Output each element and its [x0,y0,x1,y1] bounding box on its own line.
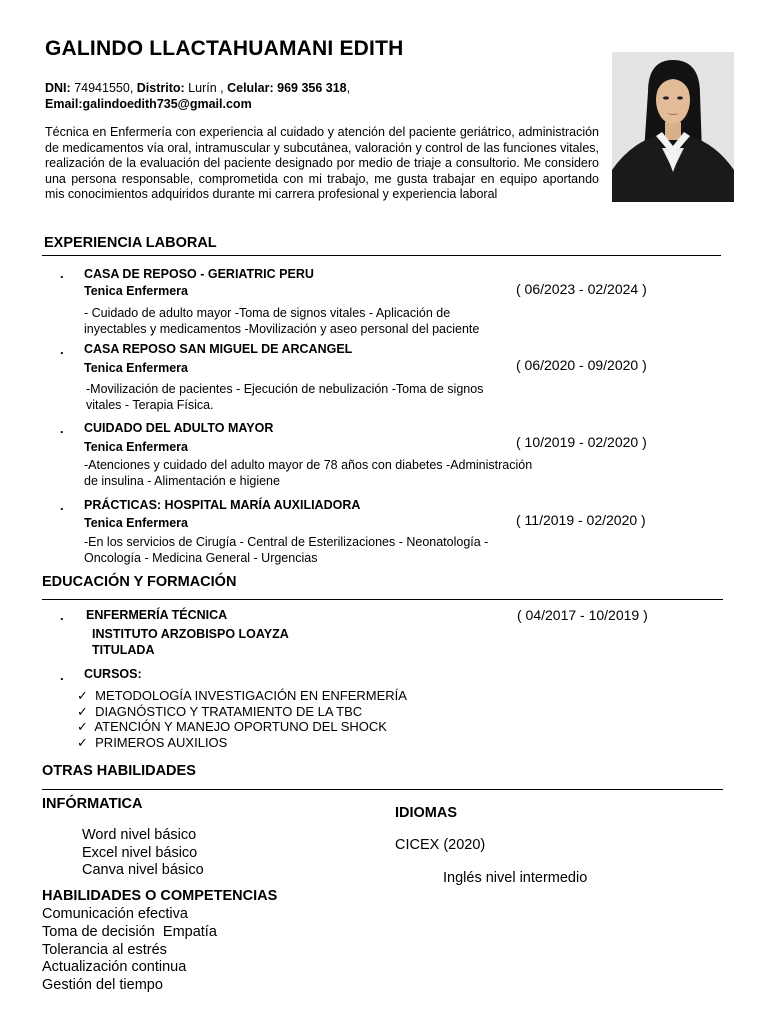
bullet-dot-icon: . [60,668,64,683]
bullet-dot-icon: . [60,608,64,623]
bullet-dot-icon: . [60,266,64,281]
competencias-title: HABILIDADES O COMPETENCIAS [42,888,278,904]
informatica-list [82,827,204,880]
idiomas-title: IDIOMAS [395,805,458,821]
experience-org: CASA REPOSO SAN MIGUEL DE ARCANGEL [84,342,353,356]
email-value: galindoedith735@gmail.com [82,97,252,111]
experience-desc [84,305,479,337]
competencia-item: Actualización continua [42,959,187,976]
experience-desc-line: -Atenciones y cuidado del adulto mayor de 78 años con diabetes -Administración [84,458,533,472]
check-mark-icon: ✓ [77,703,88,719]
experience-org: CASA DE REPOSO - GERIATRIC PERU [84,267,314,281]
experience-desc-line: -Movilización de pacientes - Ejecución de nebulización -Toma de signos [86,382,484,396]
courses-list [77,688,407,750]
experience-role: Tenica Enfermera [84,361,188,375]
course-item [77,688,407,704]
education-divider [42,599,723,600]
experience-desc [86,381,483,413]
courses-label: CURSOS: [84,667,142,681]
competencia-item: Gestión del tiempo [42,977,163,994]
experience-desc-line: -En los servicios de Cirugía - Central de Esterilizaciones - Neonatología - [84,535,489,549]
course-label: PRIMEROS AUXILIOS [95,734,228,750]
experience-desc-line: - Cuidado de adulto mayor -Toma de signos vitales - Aplicación de [84,306,451,320]
experience-role: Tenica Enfermera [84,516,188,530]
experience-date: ( 10/2019 - 02/2020 ) [516,434,647,450]
experience-role: Tenica Enfermera [84,440,188,454]
education-status: TITULADA [92,643,155,657]
celular-value: 969 356 318 [277,81,347,95]
experience-date: ( 06/2023 - 02/2024 ) [516,281,647,297]
course-item [77,719,407,735]
profile-photo [612,52,734,202]
course-label: DIAGNÓSTICO Y TRATAMIENTO DE LA TBC [95,703,363,719]
experience-date: ( 11/2019 - 02/2020 ) [516,512,646,528]
celular-label: Celular: [227,81,274,95]
experience-org: PRÁCTICAS: HOSPITAL MARÍA AUXILIADORA [84,498,361,512]
informatica-item: Canva nivel básico [82,862,204,878]
informatica-item: Excel nivel básico [82,844,198,861]
experience-date: ( 06/2020 - 09/2020 ) [516,357,647,373]
check-mark-icon: ✓ [77,688,88,703]
experience-desc [84,457,532,489]
contact-info [45,80,350,112]
idiomas-level: Inglés nivel intermedio [443,870,588,886]
email-label: Email: [45,97,83,111]
experience-desc-line: de insulina - Alimentación e higiene [84,474,280,488]
other-skills-divider [42,789,723,790]
education-date: ( 04/2017 - 10/2019 ) [517,607,648,623]
experience-desc-line: inyectables y medicamentos -Movilización y aseo personal del paciente [84,322,480,336]
bullet-dot-icon: . [60,342,64,357]
idiomas-cert: CICEX (2020) [395,837,486,853]
experience-desc-line: vitales - Terapia Física. [86,398,214,412]
course-item [77,704,407,720]
informatica-item: Word nivel básico [82,827,197,843]
dni-label: DNI: [45,81,71,95]
other-skills-section-title: OTRAS HABILIDADES [42,763,196,779]
competencia-item: Tolerancia al estrés [42,941,167,958]
experience-role: Tenica Enfermera [84,284,188,298]
experience-divider [42,255,721,256]
bullet-dot-icon: . [60,421,64,436]
competencia-item: Toma de decisión Empatía [42,923,217,940]
check-mark-icon: ✓ [77,719,88,735]
course-label: ATENCIÓN Y MANEJO OPORTUNO DEL SHOCK [94,719,387,735]
experience-desc-line: Oncología - Medicina General - Urgencias [84,551,318,565]
experience-section-title: EXPERIENCIA LABORAL [44,235,217,251]
distrito-value: Lurín [188,81,217,95]
candidate-name: GALINDO LLACTAHUAMANI EDITH [45,37,404,60]
dni-value: 74941550 [74,81,130,95]
check-mark-icon: ✓ [77,734,88,750]
experience-org: CUIDADO DEL ADULTO MAYOR [84,421,274,435]
informatica-title: INFÓRMATICA [42,796,143,812]
education-degree: ENFERMERÍA TÉCNICA [86,608,228,622]
experience-desc [84,534,488,566]
contact-line-2 [45,96,350,112]
education-institute: INSTITUTO ARZOBISPO LOAYZA [92,627,289,641]
course-label: METODOLOGÍA INVESTIGACIÓN EN ENFERMERÍA [95,688,407,703]
competencias-list [42,906,217,995]
profile-summary: Técnica en Enfermería con experiencia al cuidado y atención del paciente geriátrico, administración de medicamentos vía oral, intramuscular y subcutánea, valoración y control de las funciones vitales, realización de la evaluación del paciente designado por medio de triaje a consultorio. Me considero una persona responsable, comprometida con mi trabajo, me gusta trabajar en equipo aportando mis conocimientos adquiridos durante mi carrera profesional y experiencia laboral [45,125,599,202]
competencia-item: Comunicación efectiva [42,906,188,922]
contact-line-1: DNI: 74941550, Distrito: Lurín , Celular: 969 356 318, [45,81,351,95]
portrait-illustration [612,52,734,202]
distrito-label: Distrito: [136,81,185,95]
education-section-title: EDUCACIÓN Y FORMACIÓN [42,574,237,590]
course-item [77,735,407,751]
bullet-dot-icon: . [60,498,64,513]
